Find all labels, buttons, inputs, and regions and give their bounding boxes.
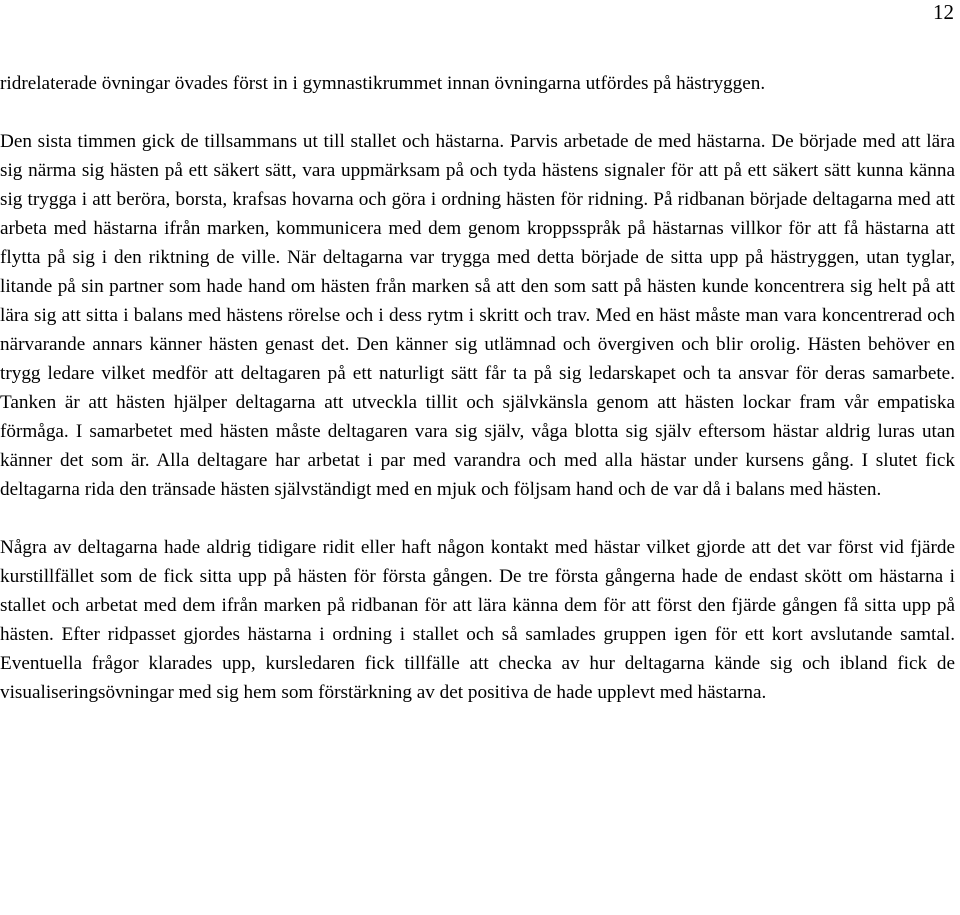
paragraph-2: Den sista timmen gick de tillsammans ut till stallet och hästarna. Parvis arbetade de med hästarna. De började med att lära sig närma sig hästen på ett säkert sätt, vara uppmärksam på och tyda hästens signaler för att på ett säkert sätt kunna känna sig trygga i att beröra, borsta, krafsas hovarna och göra i ordning hästen för ridning. På ridbanan började deltagarna med att arbeta med hästarna ifrån marken, kommunicera med dem genom kroppsspråk på hästarnas villkor för att få hästarna att flytta på sig i den riktning de ville. När deltagarna var trygga med detta började de sitta upp på hästryggen, utan tyglar, litande på sin partner som hade hand om hästen från marken så att den som satt på hästen kunde koncentrera sig helt på att lära sig att sitta i balans med hästens rörelse och i dess rytm i skritt och trav. Med en häst måste man vara koncentrerad och närvarande annars känner hästen genast det. Den känner sig utlämnad och övergiven och blir orolig. Hästen behöver en trygg ledare vilket medför att deltagaren på ett naturligt sätt får ta på sig ledarskapet och ta ansvar för deras samarbete. Tanken är att hästen hjälper deltagarna att utveckla tillit och självkänsla genom att hästen lockar fram vår empatiska förmåga. I samarbetet med hästen måste deltagaren vara sig själv, våga blotta sig själv eftersom hästar aldrig luras utan känner det som är. Alla deltagare har arbetat i par med varandra och med alla hästar under kursens gång. I slutet fick deltagarna rida den tränsade hästen självständigt med en mjuk och följsam hand och de var då i balans med hästen. <box>0 131 955 500</box>
paragraph-3: Några av deltagarna hade aldrig tidigare ridit eller haft någon kontakt med hästar vilket gjorde att det var först vid fjärde kurstillfället som de fick sitta upp på hästen för första gången. De tre första gångerna hade de endast skött om hästarna i stallet och arbetat med dem ifrån marken på ridbanan för att lära känna dem för att först den fjärde gången få sitta upp på hästen. Efter ridpasset gjordes hästarna i ordning i stallet och så samlades gruppen igen för ett kort avslutande samtal. Eventuella frågor klarades upp, kursledaren fick tillfälle att checka av hur deltagarna kände sig och ibland fick de visualiseringsövningar med sig hem som förstärkning av det positiva de hade upplevt med hästarna. <box>0 537 955 703</box>
page-number: 12 <box>933 0 954 24</box>
paragraph-1: ridrelaterade övningar övades först in i gymnastikrummet innan övningarna utfördes på hästryggen. <box>0 73 766 94</box>
document-body <box>0 69 955 736</box>
